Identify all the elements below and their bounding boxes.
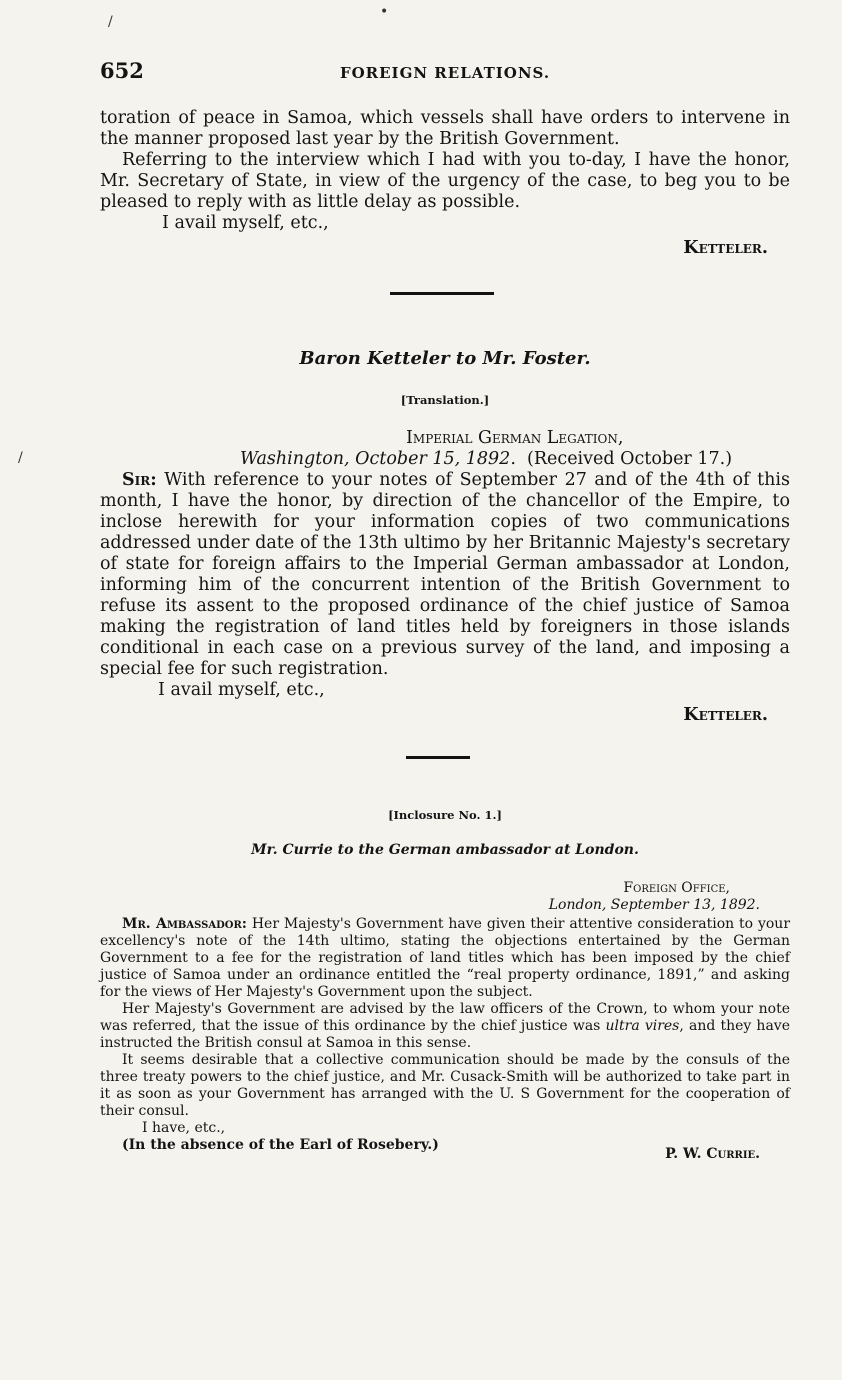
- latin-term: ultra vires: [605, 1018, 680, 1034]
- letter-1-closing: I avail myself, etc.,: [162, 213, 329, 233]
- section-divider: [390, 292, 494, 295]
- letter-2-signature: Ketteler.: [683, 705, 768, 725]
- legation-name: Imperial German Legation,: [406, 428, 624, 448]
- inclosure-dateline: [100, 880, 760, 914]
- dateline-place: Washington, October 15, 1892.: [240, 449, 516, 469]
- page-header: [100, 58, 790, 88]
- received-date: (Received October 17.): [527, 449, 733, 469]
- letter-1-paragraph: toration of peace in Samoa, which vessels shall have orders to intervene in the manner proposed last year by the British Government.: [100, 108, 790, 149]
- page-number: 652: [100, 58, 144, 83]
- inclosure-letter: [100, 916, 790, 1163]
- letter-2-dateline: [100, 428, 790, 470]
- salutation: Sir:: [122, 470, 157, 490]
- inclosure-signature: P. W. Currie.: [665, 1146, 760, 1162]
- inclosure-note: [Inclosure No. 1.]: [388, 808, 502, 822]
- letter-1: [100, 108, 790, 259]
- inclosure-paragraph-end: , and they have instructed the British consul at Samoa in this sense.: [100, 1018, 790, 1051]
- absence-note: (In the absence of the Earl of Rosebery.): [122, 1137, 439, 1153]
- scan-mark: /: [108, 14, 113, 30]
- scan-mark: •: [380, 4, 389, 20]
- letter-2-body: With reference to your notes of September 27 and of the 4th of this month, I have the honor, by direction of the chancellor of the Empire, to inclose herewith for your information copies of two communications addressed under date of the 13th ultimo by her Britannic Majesty's secretary of state for foreign affairs to the Imperial German ambassador at London, informing him of the concurrent intention of the British Government to refuse its assent to the proposed ordinance of the chief justice of Samoa making the registration of land titles held by foreigners in those islands conditional in each case on a previous survey of the land, and imposing a special fee for such registration.: [100, 470, 790, 679]
- letter-2: [100, 470, 790, 726]
- translation-note: [Translation.]: [400, 393, 490, 407]
- inclosure-paragraph: Her Majesty's Government are advised by the law officers of the Crown, to whom your note was referred, that the issue of this ordinance by the chief justice was: [100, 1001, 790, 1034]
- inclosure-closing: I have, etc.,: [142, 1120, 226, 1136]
- office-name: Foreign Office,: [623, 880, 730, 896]
- inclosure-place: London, September 13, 1892.: [548, 897, 760, 913]
- letter-2-title: Baron Ketteler to Mr. Foster.: [299, 348, 591, 369]
- inclosure-salutation: Mr. Ambassador:: [122, 916, 247, 932]
- running-head: FOREIGN RELATIONS.: [339, 64, 551, 82]
- inclosure-paragraph: Her Majesty's Government have given their attentive consideration to your excellency's note of the 14th ultimo, stating the objections entertained by the German Government to a fee for the registration of land titles which has been imposed by the chief justice of Samoa under an ordinance entitled the “real property ordinance, 1891,” and asking for the views of Her Majesty's Government upon the subject.: [100, 916, 791, 1000]
- section-divider: [406, 756, 470, 759]
- letter-2-closing: I avail myself, etc.,: [158, 680, 325, 700]
- letter-1-signature: Ketteler.: [683, 238, 768, 258]
- inclosure-paragraph: It seems desirable that a collective communication should be made by the consuls of the three treaty powers to the chief justice, and Mr. Cusack-Smith will be authorized to take part in it as soon as your Government has arranged with the U. S Government for the cooperation of their consul.: [100, 1052, 790, 1119]
- inclosure-title: Mr. Currie to the German ambassador at London.: [251, 842, 639, 858]
- scan-mark: /: [18, 450, 23, 466]
- letter-1-paragraph: Referring to the interview which I had with you to-day, I have the honor, Mr. Secretary of State, in view of the urgency of the case, to beg you to be pleased to reply with as little delay as possible.: [100, 150, 790, 212]
